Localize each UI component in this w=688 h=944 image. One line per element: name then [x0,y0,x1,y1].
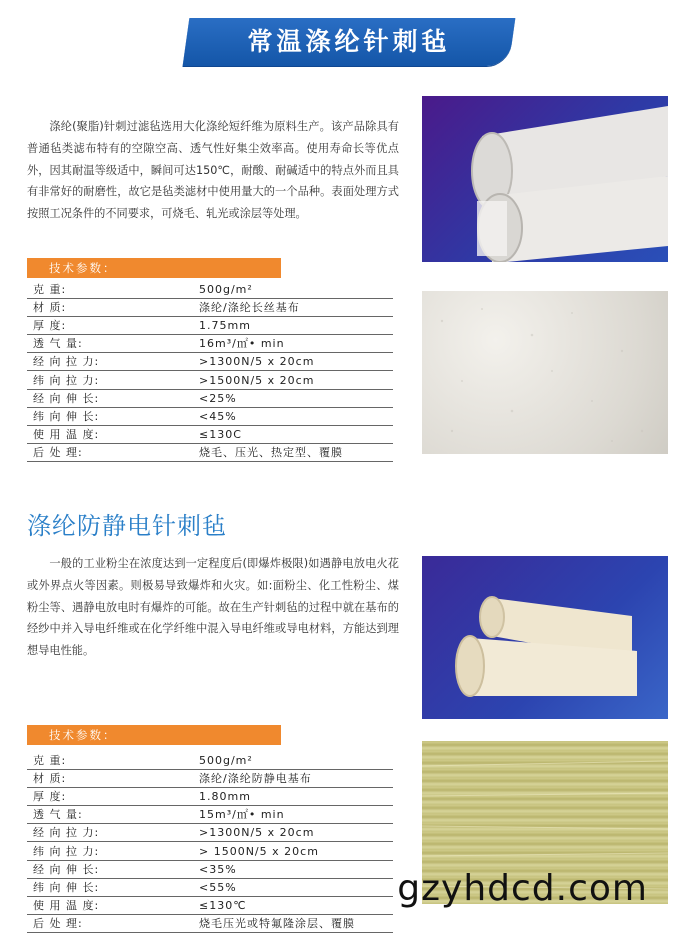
felt-texture-photo-1 [422,291,668,454]
spec-value: >1300N/5 x 20cm [193,824,393,842]
spec-value: 涤纶/涤纶防静电基布 [193,770,393,788]
spec-label: 透 气 量: [27,335,193,353]
spec-label: 后 处 理: [27,443,193,461]
table-row [27,371,393,389]
spec-label: 经 向 拉 力: [27,824,193,842]
spec-value: 500g/m² [193,752,393,770]
table-row [27,914,393,932]
spec-value: 1.75mm [193,317,393,335]
spec-value: <55% [193,878,393,896]
spec-label: 克 重: [27,752,193,770]
filter-bag-photo-2 [422,556,668,719]
spec-label: 材 质: [27,770,193,788]
spec-value: 烧毛压光或特氟隆涂层、覆膜 [193,914,393,932]
filter-bag-photo-1 [422,96,668,262]
table-row [27,317,393,335]
table-row [27,770,393,788]
spec-table-1 [27,281,393,462]
spec-table-2 [27,752,393,933]
spec-label: 经 向 伸 长: [27,389,193,407]
table-row [27,896,393,914]
section2-title: 涤纶防静电针刺毡 [27,512,227,540]
table-row [27,425,393,443]
spec-value: <45% [193,407,393,425]
spec-value: <35% [193,860,393,878]
spec-value: ≤130℃ [193,896,393,914]
spec-value: 烧毛、压光、热定型、覆膜 [193,443,393,461]
spec-value: 500g/m² [193,281,393,299]
site-watermark: gzyhdcd.com [397,868,648,909]
spec-value: <25% [193,389,393,407]
table-row [27,407,393,425]
spec-value: 15m³/㎡• min [193,806,393,824]
table-row [27,842,393,860]
spec-label: 经 向 伸 长: [27,860,193,878]
spec-label: 纬 向 伸 长: [27,878,193,896]
spec-label: 厚 度: [27,788,193,806]
table-row [27,353,393,371]
spec-label: 经 向 拉 力: [27,353,193,371]
page-title: 常温涤纶针刺毡 [247,27,451,56]
table-row [27,752,393,770]
table-row [27,824,393,842]
table-row [27,860,393,878]
spec-label: 纬 向 伸 长: [27,407,193,425]
table-row [27,389,393,407]
table-row [27,443,393,461]
spec-label: 厚 度: [27,317,193,335]
spec-value: >1300N/5 x 20cm [193,353,393,371]
table-row [27,335,393,353]
spec-value: > 1500N/5 x 20cm [193,842,393,860]
spec-label: 后 处 理: [27,914,193,932]
spec-value: 1.80mm [193,788,393,806]
spec-header-2: 技术参数： [27,725,281,745]
spec-header-1: 技术参数： [27,258,281,278]
section2-description: 一般的工业粉尘在浓度达到一定程度后(即爆炸极限)如遇静电放电火花或外界点火等因素。则极易导致爆炸和火灾。如:面粉尘、化工性粉尘、煤粉尘等、遇静电放电时有爆炸的可能。故在生产针刺毡的过程中就在基布的经纱中并入导电纤维或在化学纤维中混入导电纤维或导电材料，方能达到理想导电性能。 [27,557,399,658]
table-row [27,299,393,317]
spec-label: 克 重: [27,281,193,299]
spec-label: 纬 向 拉 力: [27,842,193,860]
spec-label: 材 质: [27,299,193,317]
table-row [27,281,393,299]
spec-label: 使 用 温 度: [27,425,193,443]
spec-label: 使 用 温 度: [27,896,193,914]
spec-label: 纬 向 拉 力: [27,371,193,389]
spec-value: ≤130C [193,425,393,443]
spec-value: 16m³/㎡• min [193,335,393,353]
spec-value: >1500N/5 x 20cm [193,371,393,389]
section1-description: 涤纶(聚脂)针刺过滤毡选用大化涤纶短纤维为原料生产。该产品除具有普通毡类滤布特有的空隙空高、透气性好集尘效率高。使用寿命长等优点外，因其耐温等级适中，瞬间可达150℃，耐酸、耐碱适中的特点外而且具有非常好的耐磨性，故它是毡类滤材中使用量大的一个品种。表面处理方式按照工况条件的不同要求，可烧毛、轧光或涂层等处理。 [27,120,399,221]
table-row [27,806,393,824]
table-row [27,788,393,806]
table-row [27,878,393,896]
spec-value: 涤纶/涤纶长丝基布 [193,299,393,317]
spec-label: 透 气 量: [27,806,193,824]
